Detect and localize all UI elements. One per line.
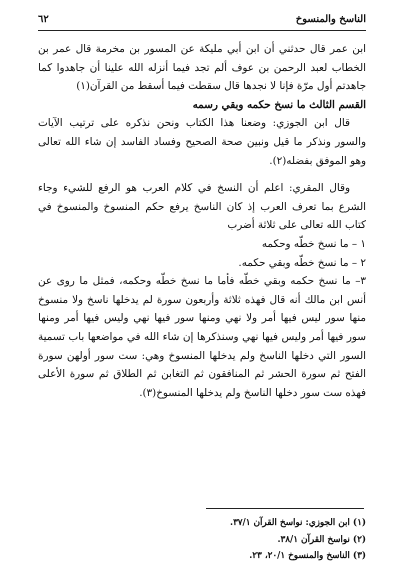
paragraph-hadith: ابن عمر قال حدثني أن ابن أبي مليكة عن المسور بن مخرمة قال عمر بن الخطاب لعبد الرحمن بن عوف ألم تجد فيما أنزله الله علينا أن جاهدوا كما جاهدتم أول مرّة فإنا لا نجدها قال سقطت فيما أسقط من القرآن(١) (38, 43, 366, 93)
paragraph-ibn-al-jawzi: قال ابن الجوزي: وضعنا هذا الكتاب ونحن نذكره على ترتيب الآيات والسور ونذكر ما قيل ونبين صحة الصحيح وفساد الفاسد إن شاء الله تعالى وهو الموفق بفضله(٢). (38, 117, 366, 167)
footnote-2: (٢) نواسخ القرآن ٣٨/١. (277, 534, 366, 545)
paragraph-al-muqri: وقال المقري: اعلم أن النسخ في كلام العرب هو الرفع للشيء وجاء الشرع بما تعرف العرب إذ كان الناسخ يرفع حكم المنسوخ والمنسوخ في كتاب الله تعالى على ثلاثة أضرب (38, 182, 366, 232)
page-header (38, 12, 366, 31)
footnote-divider (206, 508, 364, 509)
main-text (38, 40, 366, 402)
section-heading: القسم الثالث ما نسخ حكمه وبقي رسمه (192, 98, 366, 111)
footnote-1: (١) ابن الجوزي: نواسخ القرآن ٣٧/١. (230, 518, 366, 528)
footnotes (38, 515, 366, 565)
paragraph-gap (38, 170, 366, 179)
running-title: الناسخ والمنسوخ (295, 14, 366, 25)
list-item-3: ٣– ما نسخ حكمه وبقي خطّه فأما ما نسخ خطّه وحكمه، فمثل ما روى عن أنس ابن مالك أنه قال فهذه ثلاثة وأربعون سورة لم يدخلها ناسخ ولا منسوخ منها سور ليس فيها أمر ولا نهي ومنها سور فيها نهي وليس فيها أمر ومنها سور فيها أمر وليس فيها نهي وسنذكرها إن شاء الله في مواضعها باب تسمية السور التي دخلها الناسخ ولم يدخلها المنسوخ وهي: ست سور أولهن سورة الفتح ثم سورة الحشر ثم المنافقون ثم التغابن ثم الطلاق ثم سورة الأعلى فهذه ست سور دخلها الناسخ ولم يدخلها المنسوخ(٣). (38, 275, 366, 399)
footnote-3: (٣) الناسخ والمنسوخ ٢٠/١، ٢٣. (249, 551, 366, 561)
list-item-2: ٢ – ما نسخ خطّه وبقي حكمه. (238, 256, 366, 269)
list-item-1: ١ – ما نسخ خطّه وحكمه (261, 237, 366, 250)
page-number: ٦٢ (38, 14, 49, 25)
